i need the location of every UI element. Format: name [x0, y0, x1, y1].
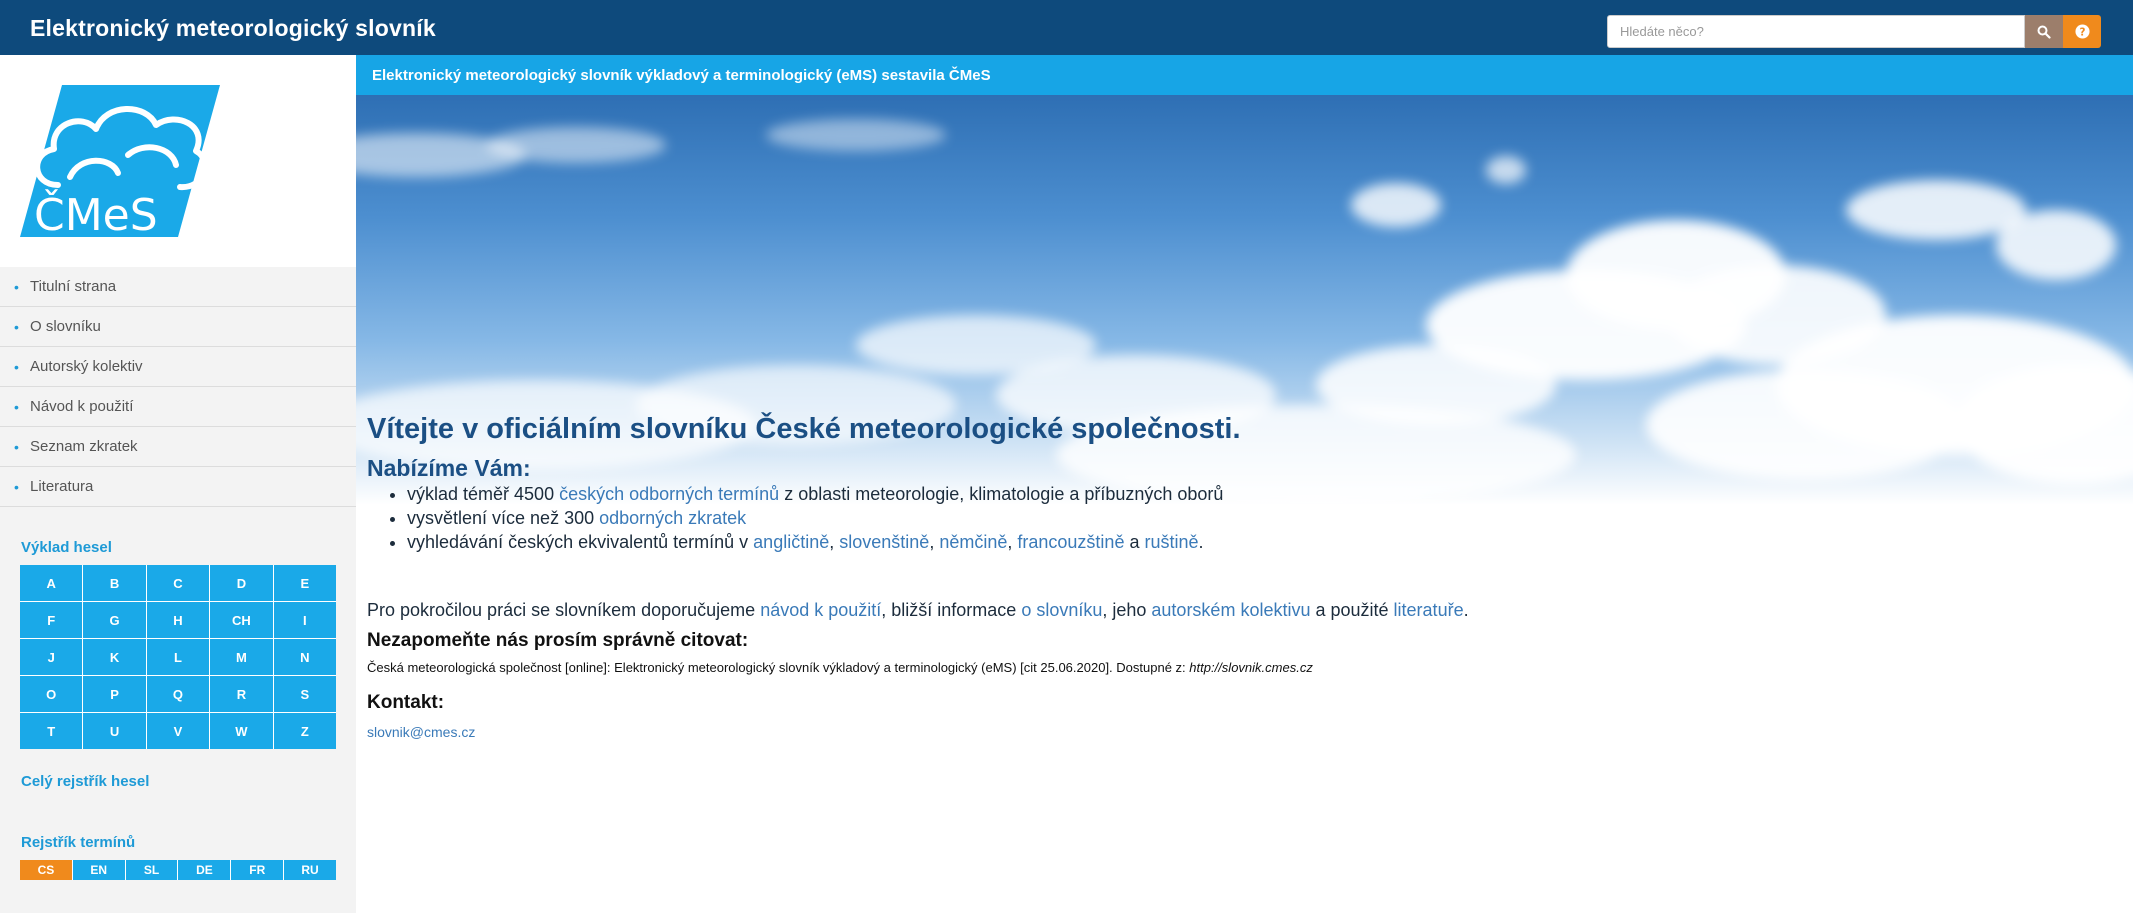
literature-link[interactable]: literatuře	[1393, 600, 1464, 620]
letter-cell[interactable]: W	[210, 713, 272, 749]
abbreviations-link[interactable]: odborných zkratek	[599, 508, 747, 528]
text-span: , bližší informace	[881, 600, 1022, 620]
search-icon	[2037, 25, 2051, 39]
terms-link[interactable]: českých odborných termínů	[559, 484, 780, 504]
bullet-icon: •	[14, 478, 19, 495]
sidebar-item-label: Seznam zkratek	[30, 438, 138, 455]
bullet-icon: •	[14, 358, 19, 375]
advice-paragraph	[367, 600, 1469, 621]
letter-cell[interactable]: D	[210, 565, 272, 601]
letter-cell[interactable]: F	[20, 602, 82, 638]
letter-cell[interactable]: P	[83, 676, 145, 712]
site-title[interactable]: Elektronický meteorologický slovník	[30, 15, 436, 41]
bullet-icon: •	[14, 438, 19, 455]
text-span: Pro pokročilou práci se slovníkem doporučujeme	[367, 600, 761, 620]
lang-tab-fr[interactable]: FR	[231, 860, 283, 880]
bullet-icon: •	[14, 398, 19, 415]
french-link[interactable]: francouzštině	[1017, 532, 1125, 552]
letter-cell[interactable]: O	[20, 676, 82, 712]
letter-cell[interactable]: U	[83, 713, 145, 749]
terms-heading[interactable]: Rejstřík termínů	[21, 834, 136, 851]
lang-tab-sl[interactable]: SL	[126, 860, 178, 880]
text-span: výklad téměř 4500	[407, 484, 560, 504]
contact-email-link[interactable]: slovnik@cmes.cz	[367, 724, 476, 740]
letter-cell[interactable]: A	[20, 565, 82, 601]
sidebar-item-label: O slovníku	[30, 318, 101, 335]
lang-tab-cs[interactable]: CS	[20, 860, 72, 880]
sidebar-item-label: Návod k použití	[30, 398, 134, 415]
sidebar-item-navod[interactable]	[0, 387, 356, 427]
list-item	[407, 482, 1223, 506]
sidebar	[0, 55, 356, 913]
letter-cell[interactable]: L	[147, 639, 209, 675]
text-span: .	[1198, 532, 1204, 552]
search-input[interactable]	[1607, 15, 2025, 48]
sidebar-item-label: Autorský kolektiv	[30, 358, 143, 375]
sidebar-item-literatura[interactable]	[0, 467, 356, 507]
text-span: vysvětlení více než 300	[407, 508, 600, 528]
letter-cell[interactable]: CH	[210, 602, 272, 638]
sidebar-item-o-slovniku[interactable]	[0, 307, 356, 347]
contact-heading: Kontakt:	[367, 692, 445, 713]
welcome-heading: Vítejte v oficiálním slovníku České meteorologické společnosti.	[367, 413, 1241, 445]
lang-tab-de[interactable]: DE	[178, 860, 230, 880]
letter-cell[interactable]: H	[147, 602, 209, 638]
text-span: vyhledávání českých ekvivalentů termínů v	[407, 532, 754, 552]
sidebar-item-seznam-zkratek[interactable]	[0, 427, 356, 467]
letter-cell[interactable]: V	[147, 713, 209, 749]
citation-url: http://slovnik.cmes.cz	[1189, 660, 1313, 675]
language-tabs	[20, 860, 336, 880]
logo-area	[0, 55, 356, 267]
lang-tab-ru[interactable]: RU	[284, 860, 336, 880]
offer-list	[367, 482, 1223, 554]
letter-cell[interactable]: I	[274, 602, 336, 638]
letter-cell[interactable]: C	[147, 565, 209, 601]
help-button[interactable]	[2063, 15, 2101, 48]
svg-text:?: ?	[2079, 26, 2085, 39]
letter-cell[interactable]: Z	[274, 713, 336, 749]
german-link[interactable]: němčině	[939, 532, 1008, 552]
letter-cell[interactable]: M	[210, 639, 272, 675]
letter-cell[interactable]: S	[274, 676, 336, 712]
letter-cell[interactable]: R	[210, 676, 272, 712]
letter-cell[interactable]: G	[83, 602, 145, 638]
letter-cell[interactable]: Q	[147, 676, 209, 712]
letter-cell[interactable]: T	[20, 713, 82, 749]
sidebar-item-label: Titulní strana	[30, 278, 117, 295]
usage-guide-link[interactable]: návod k použití	[760, 600, 882, 620]
letter-cell[interactable]: B	[83, 565, 145, 601]
question-icon	[2075, 24, 2090, 39]
offer-heading: Nabízíme Vám:	[367, 455, 531, 481]
text-span: a	[1124, 532, 1145, 552]
full-index-link[interactable]: Celý rejstřík hesel	[21, 773, 150, 790]
search-bar	[1607, 15, 2101, 48]
sidebar-nav	[0, 267, 356, 507]
letter-cell[interactable]: N	[274, 639, 336, 675]
cmes-logo[interactable]	[20, 85, 220, 237]
citation-text	[367, 660, 1313, 675]
letters-heading[interactable]: Výklad hesel	[21, 539, 112, 556]
bullet-icon: •	[14, 278, 19, 295]
bullet-icon: •	[14, 318, 19, 335]
sidebar-item-autorsky-kolektiv[interactable]	[0, 347, 356, 387]
text-span: , jeho	[1102, 600, 1152, 620]
subtitle-bar	[356, 55, 2133, 95]
letter-grid	[20, 565, 336, 749]
list-item	[407, 506, 1223, 530]
text-span: .	[1463, 600, 1469, 620]
lang-tab-en[interactable]: EN	[73, 860, 125, 880]
letter-cell[interactable]: K	[83, 639, 145, 675]
text-span: Česká meteorologická společnost [online]: Elektronický meteorologický slovník výkladový a terminologický (eMS) [cit 25.06.2020]. Dostupné z:	[367, 660, 1190, 675]
authors-link[interactable]: autorském kolektivu	[1151, 600, 1311, 620]
text-span: a použité	[1310, 600, 1394, 620]
list-item	[407, 530, 1223, 554]
top-bar	[0, 0, 2133, 55]
svg-text:ČMeS: ČMeS	[34, 190, 158, 237]
citation-heading: Nezapomeňte nás prosím správně citovat:	[367, 630, 749, 651]
sidebar-item-label: Literatura	[30, 478, 94, 495]
text-span: ,	[829, 532, 840, 552]
search-button[interactable]	[2025, 15, 2063, 48]
text-span: ,	[1007, 532, 1018, 552]
text-span: z oblasti meteorologie, klimatologie a příbuzných oborů	[779, 484, 1224, 504]
english-link[interactable]: angličtině	[753, 532, 830, 552]
text-span: ,	[929, 532, 940, 552]
about-dictionary-link[interactable]: o slovníku	[1021, 600, 1103, 620]
slovak-link[interactable]: slovenštině	[839, 532, 930, 552]
letter-cell[interactable]: E	[274, 565, 336, 601]
subtitle-text: Elektronický meteorologický slovník výkladový a terminologický (eMS) sestavila ČMeS	[372, 66, 991, 84]
sidebar-item-titulni-strana[interactable]	[0, 267, 356, 307]
russian-link[interactable]: ruštině	[1144, 532, 1199, 552]
letter-cell[interactable]: J	[20, 639, 82, 675]
